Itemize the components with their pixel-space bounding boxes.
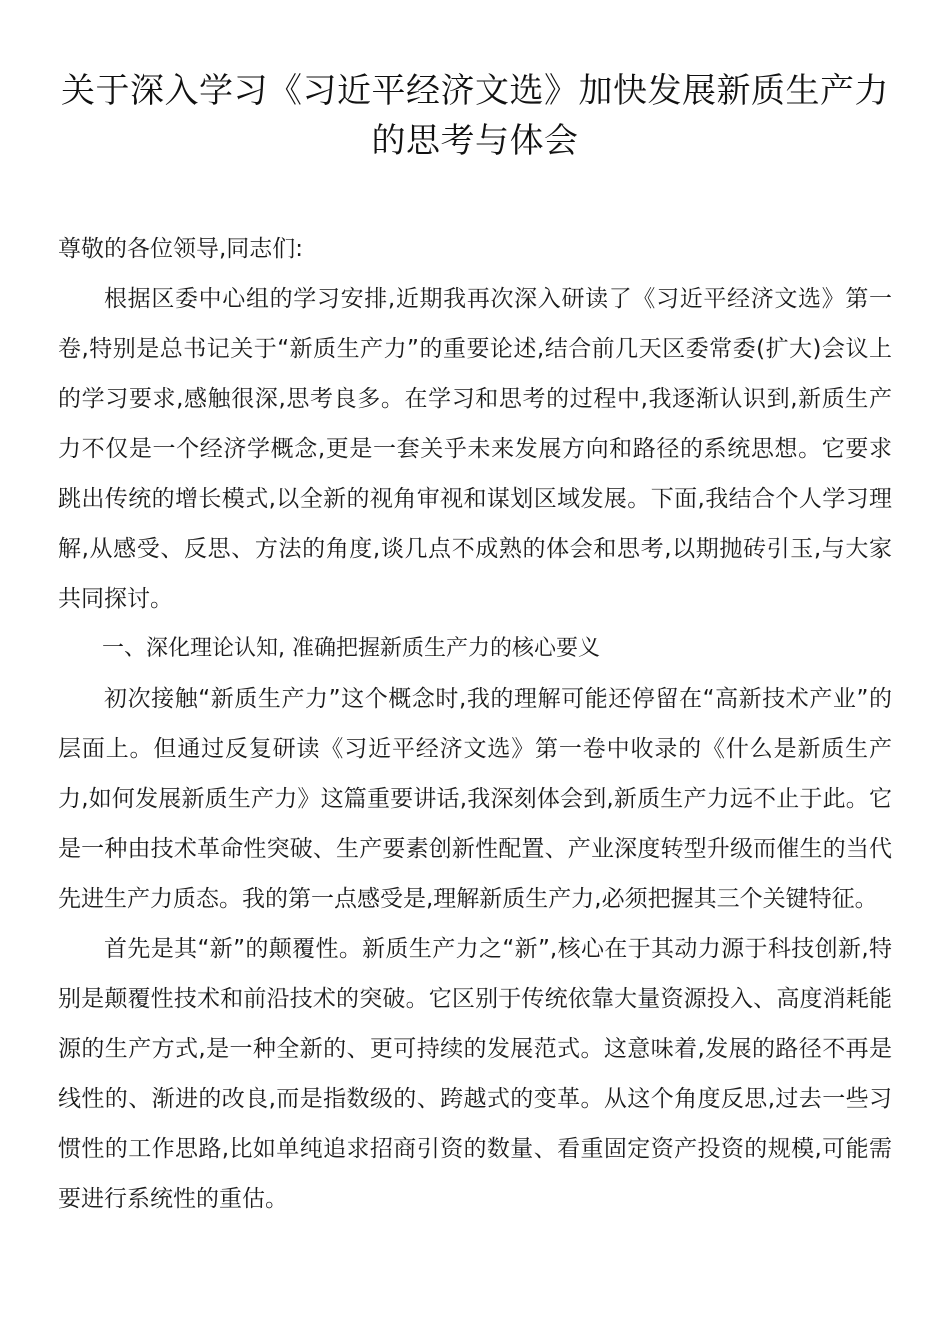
section-heading-1: 一、深化理论认知, 准确把握新质生产力的核心要义 [102,636,600,661]
intro-paragraph: 根据区委中心组的学习安排,近期我再次深入研读了《习近平经济文选》第一卷,特别是总书记关于“新质生产力”的重要论述,结合前几天区委常委(扩大)会议上的学习要求,感触很深,思考良多。在学习和思考的过程中,我逐渐认识到,新质生产力不仅是一个经济学概念,更是一套关乎未来发展方向和路径的系统思想。它要求跳出传统的增长模式,以全新的视角审视和谋划区域发展。下面,我结合个人学习理解,从感受、反思、方法的角度,谈几点不成熟的体会和思考,以期抛砖引玉,与大家共同探讨。 [58,286,892,612]
document-body [58,224,892,1224]
section1-paragraph-1: 初次接触“新质生产力”这个概念时,我的理解可能还停留在“高新技术产业”的层面上。但通过反复研读《习近平经济文选》第一卷中收录的《什么是新质生产力,如何发展新质生产力》这篇重要讲话,我深刻体会到,新质生产力远不止于此。它是一种由技术革命性突破、生产要素创新性配置、产业深度转型升级而催生的当代先进生产力质态。我的第一点感受是,理解新质生产力,必须把握其三个关键特征。 [58,686,892,912]
salutation: 尊敬的各位领导,同志们: [58,236,304,262]
document-title: 关于深入学习《习近平经济文选》加快发展新质生产力的思考与体会 [61,71,889,161]
section1-paragraph-2: 首先是其“新”的颠覆性。新质生产力之“新”,核心在于其动力源于科技创新,特别是颠覆性技术和前沿技术的突破。它区别于传统依靠大量资源投入、高度消耗能源的生产方式,是一种全新的、更可持续的发展范式。这意味着,发展的路径不再是线性的、渐进的改良,而是指数级的、跨越式的变革。从这个角度反思,过去一些习惯性的工作思路,比如单纯追求招商引资的数量、看重固定资产投资的规模,可能需要进行系统性的重估。 [58,936,892,1212]
